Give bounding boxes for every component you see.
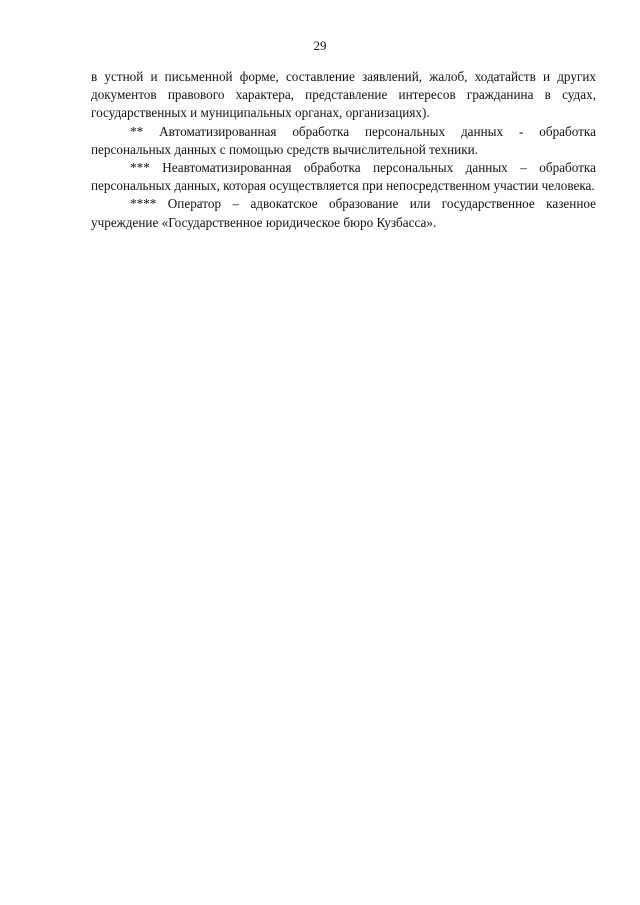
footnote-operator-definition: **** Оператор – адвокатское образование или государственное казенное учреждение «Государственное юридическое бюро Кузбасса».: [91, 196, 596, 230]
page-number: 29: [313, 38, 327, 53]
footnote-non-automated-processing: *** Неавтоматизированная обработка персональных данных – обработка персональных данных, которая осуществляется при непосредственном участии человека.: [91, 160, 596, 194]
paragraph-continuation: в устной и письменной форме, составление заявлений, жалоб, ходатайств и других документов правового характера, представление интересов гражданина в судах, государственных и муниципальных органах, организациях).: [91, 69, 596, 121]
document-body: [91, 68, 596, 232]
footnote-automated-processing: ** Автоматизированная обработка персональных данных - обработка персональных данных с помощью средств вычислительной техники.: [91, 123, 596, 157]
